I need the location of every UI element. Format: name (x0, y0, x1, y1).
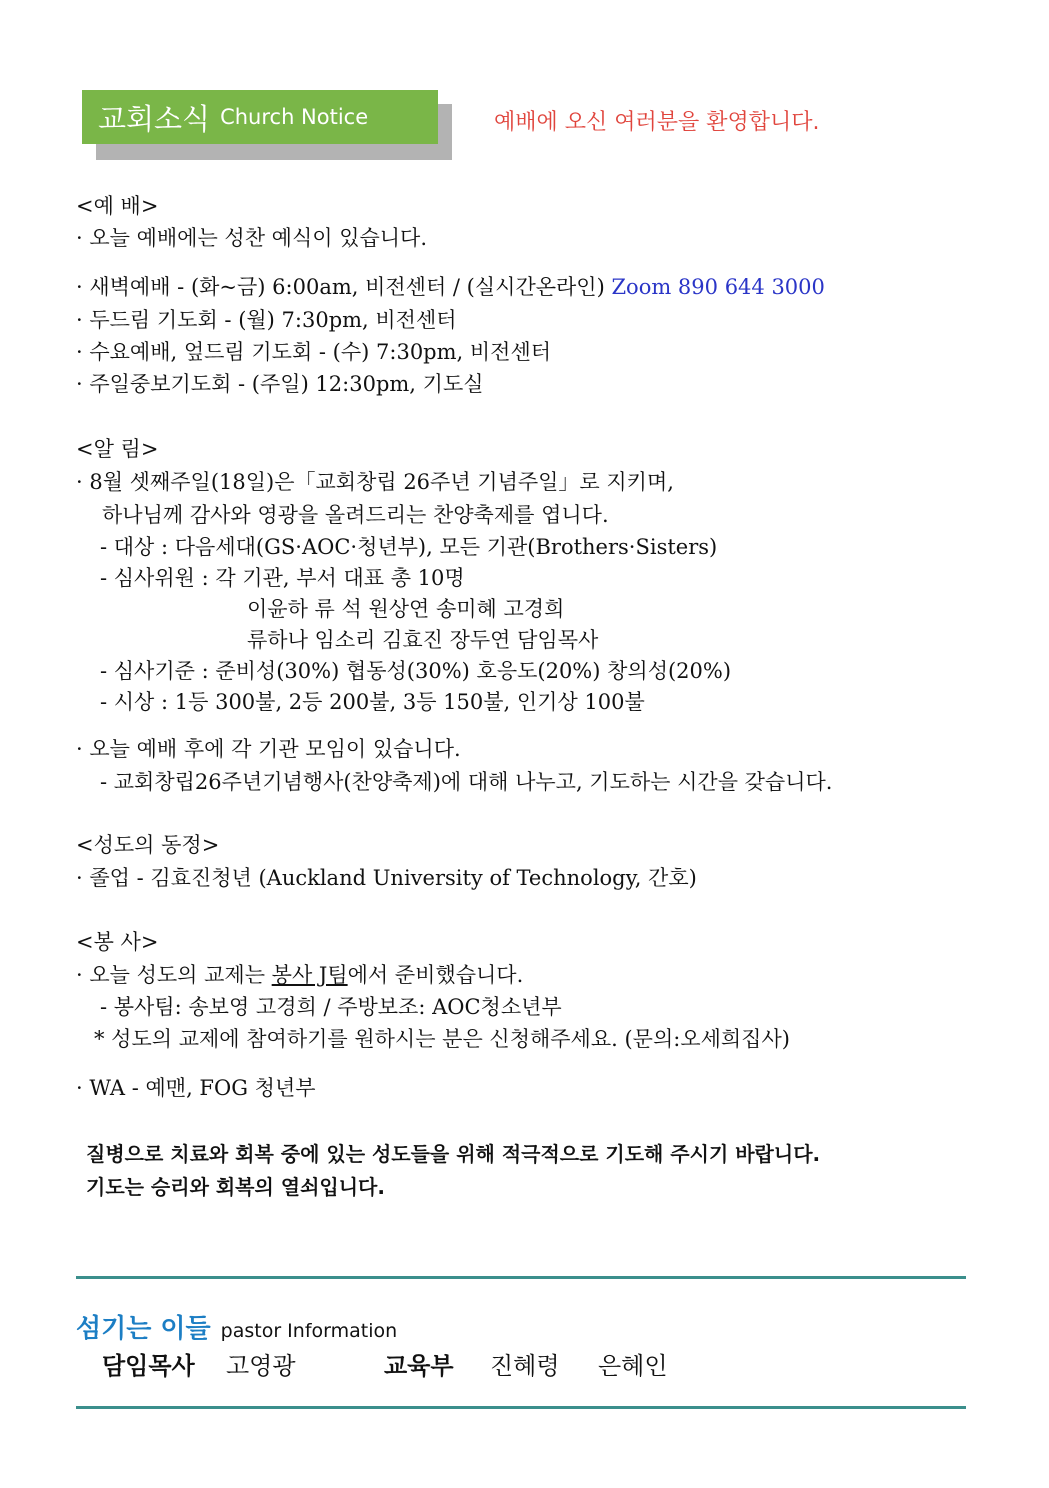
notice-line: - 시상 : 1등 300불, 2등 200불, 3등 150불, 인기상 100불 (100, 690, 645, 714)
zoom-id: Zoom 890 644 3000 (611, 275, 825, 299)
pastor-title-en: pastor Information (220, 1320, 398, 1342)
dawn-text: · 새벽예배 - (화~금) 6:00am, 비전센터 / (실시간온라인) (76, 275, 612, 299)
prayer-note: 질병으로 치료와 회복 중에 있는 성도들을 위해 적극적으로 기도해 주시기 바랍니다. (86, 1142, 821, 1166)
notice-line: · 8월 셋째주일(18일)은「교회창립 26주년 기념주일」로 지키며, (76, 470, 674, 494)
notice-line: - 심사기준 : 준비성(30%) 협동성(30%) 호응도(20%) 창의성(20%) (100, 659, 732, 683)
education-name: 진혜령 (490, 1352, 560, 1380)
notice-header (82, 90, 438, 144)
welcome-message: 예배에 오신 여러분을 환영합니다. (494, 110, 820, 135)
notice-line: - 대상 : 다음세대(GS·AOC·청년부), 모든 기관(Brothers·Sisters) (100, 535, 718, 559)
notice-heading: <알 림> (76, 437, 159, 461)
notice-line: - 심사위원 : 각 기관, 부서 대표 총 10명 (100, 566, 465, 590)
divider-bottom (76, 1406, 966, 1409)
pastor-section-title (76, 1308, 397, 1345)
service-line-a: · 오늘 성도의 교제는 (76, 963, 272, 987)
worship-line-dawn (76, 272, 825, 302)
pastor-title-ko: 섬기는 이들 (76, 1314, 211, 1344)
service-line-b: 에서 준비했습니다. (347, 963, 524, 987)
worship-line-communion: · 오늘 예배에는 성찬 예식이 있습니다. (76, 226, 428, 250)
notice-line: · 오늘 예배 후에 각 기관 모임이 있습니다. (76, 737, 461, 761)
worship-line-monday: · 두드림 기도회 - (월) 7:30pm, 비전센터 (76, 308, 457, 332)
education-name: 은혜인 (598, 1352, 668, 1380)
service-line (76, 960, 523, 990)
worship-line-wednesday: · 수요예배, 엎드림 기도회 - (수) 7:30pm, 비전센터 (76, 340, 552, 364)
service-heading: <봉 사> (76, 930, 159, 954)
senior-pastor-label: 담임목사 (102, 1352, 195, 1380)
prayer-note: 기도는 승리와 회복의 열쇠입니다. (86, 1175, 385, 1199)
service-line: - 봉사팀: 송보영 고경희 / 주방보조: AOC청소년부 (100, 995, 562, 1019)
header-title-en: Church Notice (220, 105, 369, 129)
service-line: * 성도의 교제에 참여하기를 원하시는 분은 신청해주세요. (문의:오세희집사) (94, 1027, 790, 1051)
members-heading: <성도의 동정> (76, 833, 220, 857)
education-label: 교육부 (384, 1352, 454, 1380)
header-title-ko: 교회소식 (98, 101, 211, 136)
notice-judges: 이윤하 류 석 원상연 송미혜 고경희 (247, 597, 565, 621)
divider-top (76, 1276, 966, 1279)
notice-line: 하나님께 감사와 영광을 올려드리는 찬양축제를 엽니다. (102, 503, 609, 527)
worship-heading: <예 배> (76, 194, 159, 218)
worship-line-sunday-prayer: · 주일중보기도회 - (주일) 12:30pm, 기도실 (76, 372, 484, 396)
notice-judges: 류하나 임소리 김효진 장두연 담임목사 (247, 628, 599, 652)
service-line: · WA - 예맨, FOG 청년부 (76, 1076, 316, 1100)
senior-pastor-name: 고영광 (226, 1352, 296, 1380)
members-line: · 졸업 - 김효진청년 (Auckland University of Technology, 간호) (76, 866, 697, 890)
service-team: 봉사 J팀 (271, 963, 348, 987)
notice-line: - 교회창립26주년기념행사(찬양축제)에 대해 나누고, 기도하는 시간을 갖습니다. (100, 770, 833, 794)
